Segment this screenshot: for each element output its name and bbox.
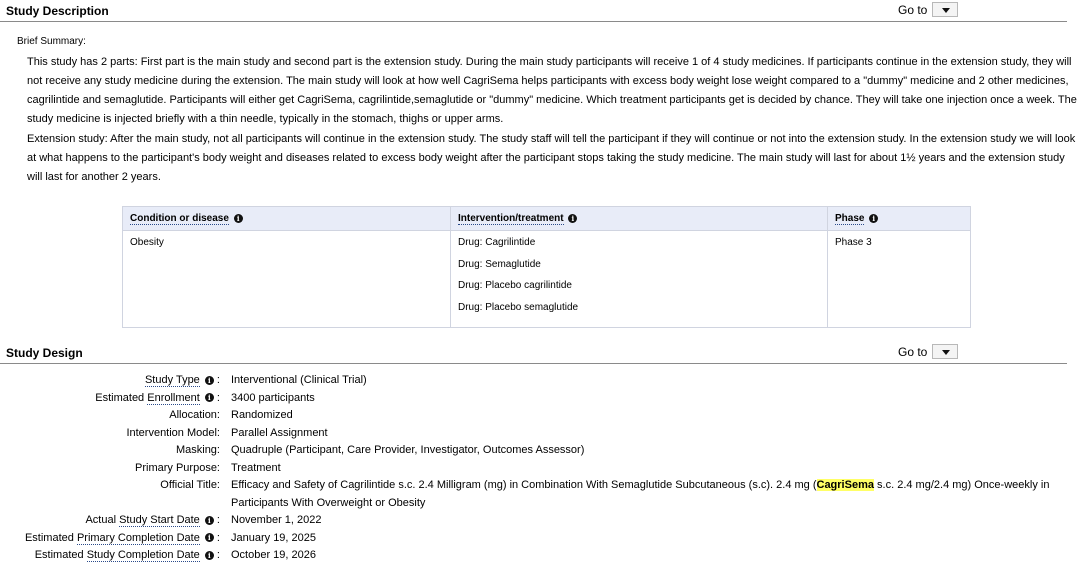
info-icon[interactable]: i bbox=[205, 551, 214, 560]
row-value: January 19, 2025 bbox=[231, 531, 317, 544]
row-label: Allocation: bbox=[169, 409, 220, 421]
study-completion-date-link[interactable]: Study Completion Date bbox=[86, 549, 200, 561]
row-label: Actual Study Start Date i : bbox=[85, 514, 220, 526]
header-condition[interactable]: Condition or disease i bbox=[123, 207, 451, 231]
study-type-link[interactable]: Study Type bbox=[144, 374, 200, 386]
design-row-masking bbox=[0, 442, 1080, 460]
design-row-primary-completion bbox=[0, 530, 1080, 548]
design-row-intervention-model bbox=[0, 425, 1080, 443]
design-row-study-start bbox=[0, 512, 1080, 530]
row-label: Estimated Primary Completion Date i : bbox=[24, 531, 220, 544]
row-label: Official Title: bbox=[160, 479, 220, 491]
design-row-official-title bbox=[0, 477, 1080, 512]
info-icon[interactable]: i bbox=[869, 214, 878, 223]
extension-paragraph: Extension study: After the main study, not all participants will continue in the extension study. The study staff will tell the participant if they will continue or not into the extension study. In the extension study we will look at what happens to the participant's body weight and diseases related to excess body weight after the participant stops taking the study medicine. The main study will last for about 1½ years and the extension study will last for another 2 years. bbox=[27, 133, 1076, 183]
design-row-study-type bbox=[0, 372, 1080, 390]
study-design-header bbox=[0, 342, 1067, 364]
goto-control[interactable] bbox=[898, 344, 958, 359]
row-label: Masking: bbox=[175, 444, 220, 456]
row-label: Primary Purpose: bbox=[135, 461, 220, 474]
study-start-date-link[interactable]: Study Start Date bbox=[119, 514, 200, 526]
row-value: October 19, 2026 bbox=[231, 549, 317, 561]
table-header-row bbox=[123, 207, 971, 231]
design-row-primary-purpose bbox=[0, 460, 1080, 478]
design-row-allocation bbox=[0, 407, 1080, 425]
goto-dropdown-button[interactable] bbox=[932, 2, 958, 17]
goto-label: Go to bbox=[898, 344, 928, 359]
highlight-cagrisema: CagriSema bbox=[816, 479, 874, 491]
section-title: Study Design bbox=[6, 346, 83, 360]
info-icon[interactable]: i bbox=[205, 376, 214, 385]
chevron-down-icon bbox=[942, 8, 950, 13]
table-row bbox=[123, 231, 971, 328]
enrollment-link[interactable]: Enrollment bbox=[147, 391, 200, 404]
brief-summary-paragraph: This study has 2 parts: First part is the main study and second part is the extension study. During the main study participants will receive 1 of 4 study medicines. If participants continue in the extension study, they will not receive any study medicine during the extension. The main study will look at how well CagriSema helps participants with excess body weight lose weight compared to a "dummy" medicine and 2 other medicines, cagrilintide and semaglutide. Participants will either get CagriSema, cagrilintide,semaglutide or "dummy" medicine. Which treatment participants get is decided by chance. They will take one injection once a week. The study medicine is injected briefly with a thin needle, typically in the stomach, thighs or upper arms. bbox=[27, 56, 1077, 125]
header-intervention[interactable]: Intervention/treatment i bbox=[451, 207, 828, 231]
row-value: Treatment bbox=[231, 461, 281, 474]
chevron-down-icon bbox=[942, 350, 950, 355]
info-icon[interactable]: i bbox=[205, 393, 214, 402]
intervention-item: Drug: Placebo semaglutide bbox=[458, 301, 579, 313]
goto-label: Go to bbox=[898, 2, 928, 17]
design-row-study-completion bbox=[0, 547, 1080, 565]
row-value: Quadruple (Participant, Care Provider, Investigator, Outcomes Assessor) bbox=[231, 444, 585, 456]
conditions-table bbox=[122, 206, 971, 328]
intervention-item: Drug: Cagrilintide bbox=[458, 237, 536, 248]
goto-dropdown-button[interactable] bbox=[932, 344, 958, 359]
info-icon[interactable]: i bbox=[205, 516, 214, 525]
intervention-item: Drug: Placebo cagrilintide bbox=[458, 280, 572, 291]
intervention-item: Drug: Semaglutide bbox=[458, 258, 541, 270]
section-title: Study Description bbox=[6, 4, 109, 18]
goto-control[interactable] bbox=[898, 2, 958, 17]
primary-completion-date-link[interactable]: Primary Completion Date bbox=[76, 531, 200, 544]
brief-summary-label: Brief Summary: bbox=[17, 36, 86, 47]
row-value: Randomized bbox=[231, 409, 293, 421]
row-value: Interventional (Clinical Trial) bbox=[231, 374, 367, 386]
row-label: Intervention Model: bbox=[126, 426, 220, 439]
row-value: Parallel Assignment bbox=[231, 426, 328, 439]
info-icon[interactable]: i bbox=[205, 533, 214, 542]
design-row-enrollment bbox=[0, 390, 1080, 408]
row-value: 3400 participants bbox=[231, 391, 315, 404]
info-icon[interactable]: i bbox=[234, 214, 243, 223]
header-phase[interactable]: Phase i bbox=[828, 207, 971, 231]
phase-value: Phase 3 bbox=[835, 237, 872, 248]
condition-value: Obesity bbox=[130, 237, 164, 248]
info-icon[interactable]: i bbox=[568, 214, 577, 223]
row-label: Estimated Study Completion Date i : bbox=[34, 549, 220, 561]
row-label: Study Type i : bbox=[144, 374, 220, 386]
row-label: Estimated Enrollment i : bbox=[95, 391, 220, 404]
row-value: November 1, 2022 bbox=[231, 514, 322, 526]
official-title-value: Efficacy and Safety of Cagrilintide s.c. 2.4 Milligram (mg) in Combination With Semaglutide Subcutaneous (s.c). 2.4 mg (CagriSema s.c. 2.4 mg/2.4 mg) Once-weekly in Participants With Overweight or Obesity bbox=[231, 479, 1050, 509]
study-description-header bbox=[0, 0, 1067, 22]
